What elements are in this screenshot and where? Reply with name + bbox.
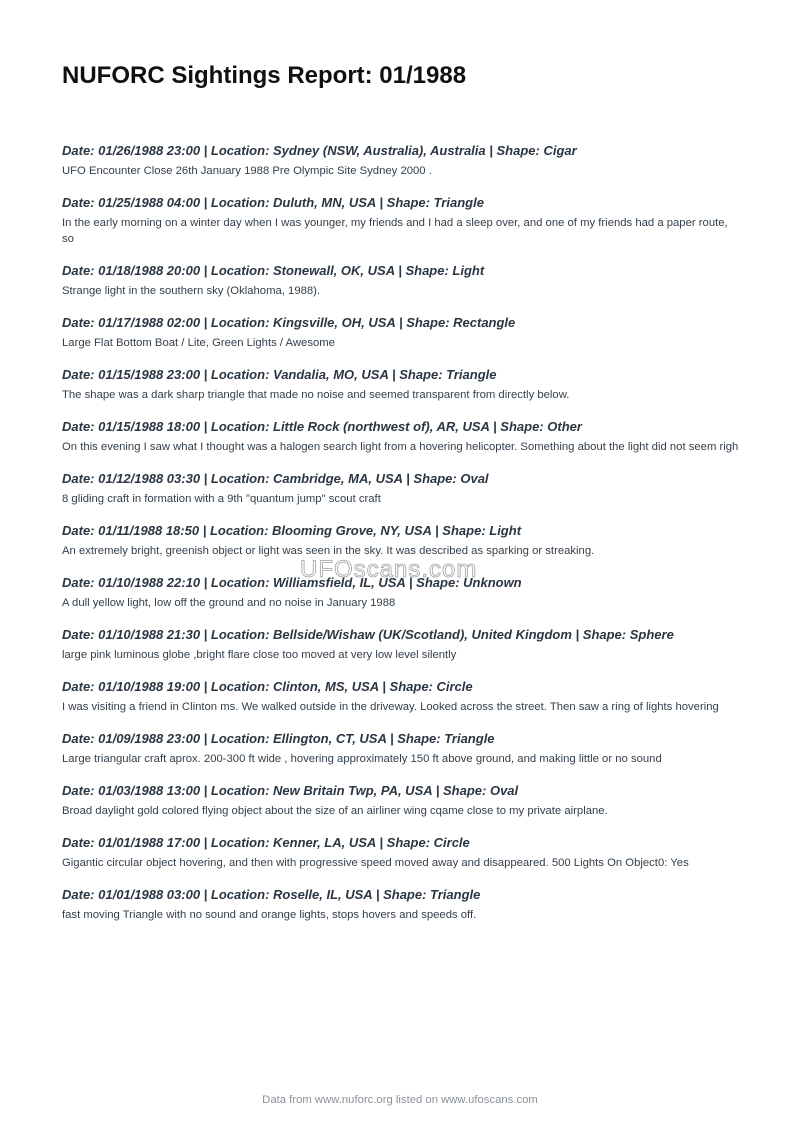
sighting-entry <box>62 522 742 559</box>
sighting-description: Broad daylight gold colored flying object about the size of an airliner wing cqame close to my private airplane. <box>62 805 608 817</box>
page-title: NUFORC Sightings Report: 01/1988 <box>62 62 467 89</box>
sighting-entry <box>62 142 742 179</box>
sighting-description: 8 gliding craft in formation with a 9th "quantum jump" scout craft <box>62 493 381 505</box>
sighting-heading: Date: 01/15/1988 23:00 | Location: Vandalia, MO, USA | Shape: Triangle <box>62 367 497 382</box>
sighting-entry <box>62 262 742 299</box>
sighting-entry <box>62 782 742 819</box>
sighting-heading: Date: 01/03/1988 13:00 | Location: New Britain Twp, PA, USA | Shape: Oval <box>62 783 519 798</box>
sighting-description: In the early morning on a winter day when I was younger, my friends and I had a sleep over, and one of my friends had a paper route, so <box>62 217 728 245</box>
sighting-description: fast moving Triangle with no sound and orange lights, stops hovers and speeds off. <box>62 909 477 921</box>
sighting-heading: Date: 01/01/1988 03:00 | Location: Roselle, IL, USA | Shape: Triangle <box>62 887 481 902</box>
sighting-description: An extremely bright, greenish object or light was seen in the sky. It was described as sparking or streaking. <box>62 545 595 557</box>
sighting-heading: Date: 01/18/1988 20:00 | Location: Stonewall, OK, USA | Shape: Light <box>62 263 485 278</box>
sighting-description: Strange light in the southern sky (Oklahoma, 1988). <box>62 285 321 297</box>
watermark: UFOscans.com <box>300 556 478 583</box>
sighting-description: The shape was a dark sharp triangle that made no noise and seemed transparent from directly below. <box>62 389 570 401</box>
sighting-heading: Date: 01/09/1988 23:00 | Location: Ellington, CT, USA | Shape: Triangle <box>62 731 495 746</box>
sighting-description: A dull yellow light, low off the ground and no noise in January 1988 <box>62 597 396 609</box>
sighting-entry <box>62 314 742 351</box>
sighting-entry <box>62 366 742 403</box>
sighting-description: I was visiting a friend in Clinton ms. We walked outside in the driveway. Looked across the street. Then saw a ring of lights hovering <box>62 701 719 713</box>
sighting-heading: Date: 01/10/1988 19:00 | Location: Clinton, MS, USA | Shape: Circle <box>62 679 473 694</box>
sighting-description: Large triangular craft aprox. 200-300 ft wide , hovering approximately 150 ft above ground, and making little or no sound <box>62 753 662 765</box>
sighting-entry <box>62 678 742 715</box>
sighting-description: Gigantic circular object hovering, and then with progressive speed moved away and disappeared. 500 Lights On Object0: Yes <box>62 857 689 869</box>
sighting-description: UFO Encounter Close 26th January 1988 Pre Olympic Site Sydney 2000 . <box>62 165 432 177</box>
sighting-description: Large Flat Bottom Boat / Lite, Green Lights / Awesome <box>62 337 335 349</box>
sighting-entry <box>62 886 742 923</box>
sighting-heading: Date: 01/10/1988 22:10 | Location: Williamsfield, IL, USA | Shape: Unknown <box>62 575 522 590</box>
sighting-entry <box>62 418 742 455</box>
footer-source-note: Data from www.nuforc.org listed on www.ufoscans.com <box>262 1094 538 1106</box>
sighting-description: large pink luminous globe ,bright flare close too moved at very low level silently <box>62 649 457 661</box>
sighting-entry <box>62 626 742 663</box>
sighting-heading: Date: 01/10/1988 21:30 | Location: Bellside/Wishaw (UK/Scotland), United Kingdom | Shape: Sphere <box>62 627 674 642</box>
sighting-description: On this evening I saw what I thought was a halogen search light from a hovering helicopter. Something about the light did not seem righ <box>62 441 739 453</box>
sighting-entry <box>62 574 742 611</box>
sighting-entry <box>62 834 742 871</box>
sighting-entry <box>62 194 742 247</box>
sighting-entry <box>62 470 742 507</box>
sighting-entry <box>62 730 742 767</box>
sighting-heading: Date: 01/01/1988 17:00 | Location: Kenner, LA, USA | Shape: Circle <box>62 835 470 850</box>
sighting-heading: Date: 01/26/1988 23:00 | Location: Sydney (NSW, Australia), Australia | Shape: Cigar <box>62 143 577 158</box>
sightings-list <box>62 142 742 938</box>
sighting-heading: Date: 01/15/1988 18:00 | Location: Little Rock (northwest of), AR, USA | Shape: Other <box>62 419 582 434</box>
sighting-heading: Date: 01/12/1988 03:30 | Location: Cambridge, MA, USA | Shape: Oval <box>62 471 489 486</box>
sighting-heading: Date: 01/17/1988 02:00 | Location: Kingsville, OH, USA | Shape: Rectangle <box>62 315 516 330</box>
sighting-heading: Date: 01/11/1988 18:50 | Location: Blooming Grove, NY, USA | Shape: Light <box>62 523 522 538</box>
sighting-heading: Date: 01/25/1988 04:00 | Location: Duluth, MN, USA | Shape: Triangle <box>62 195 484 210</box>
